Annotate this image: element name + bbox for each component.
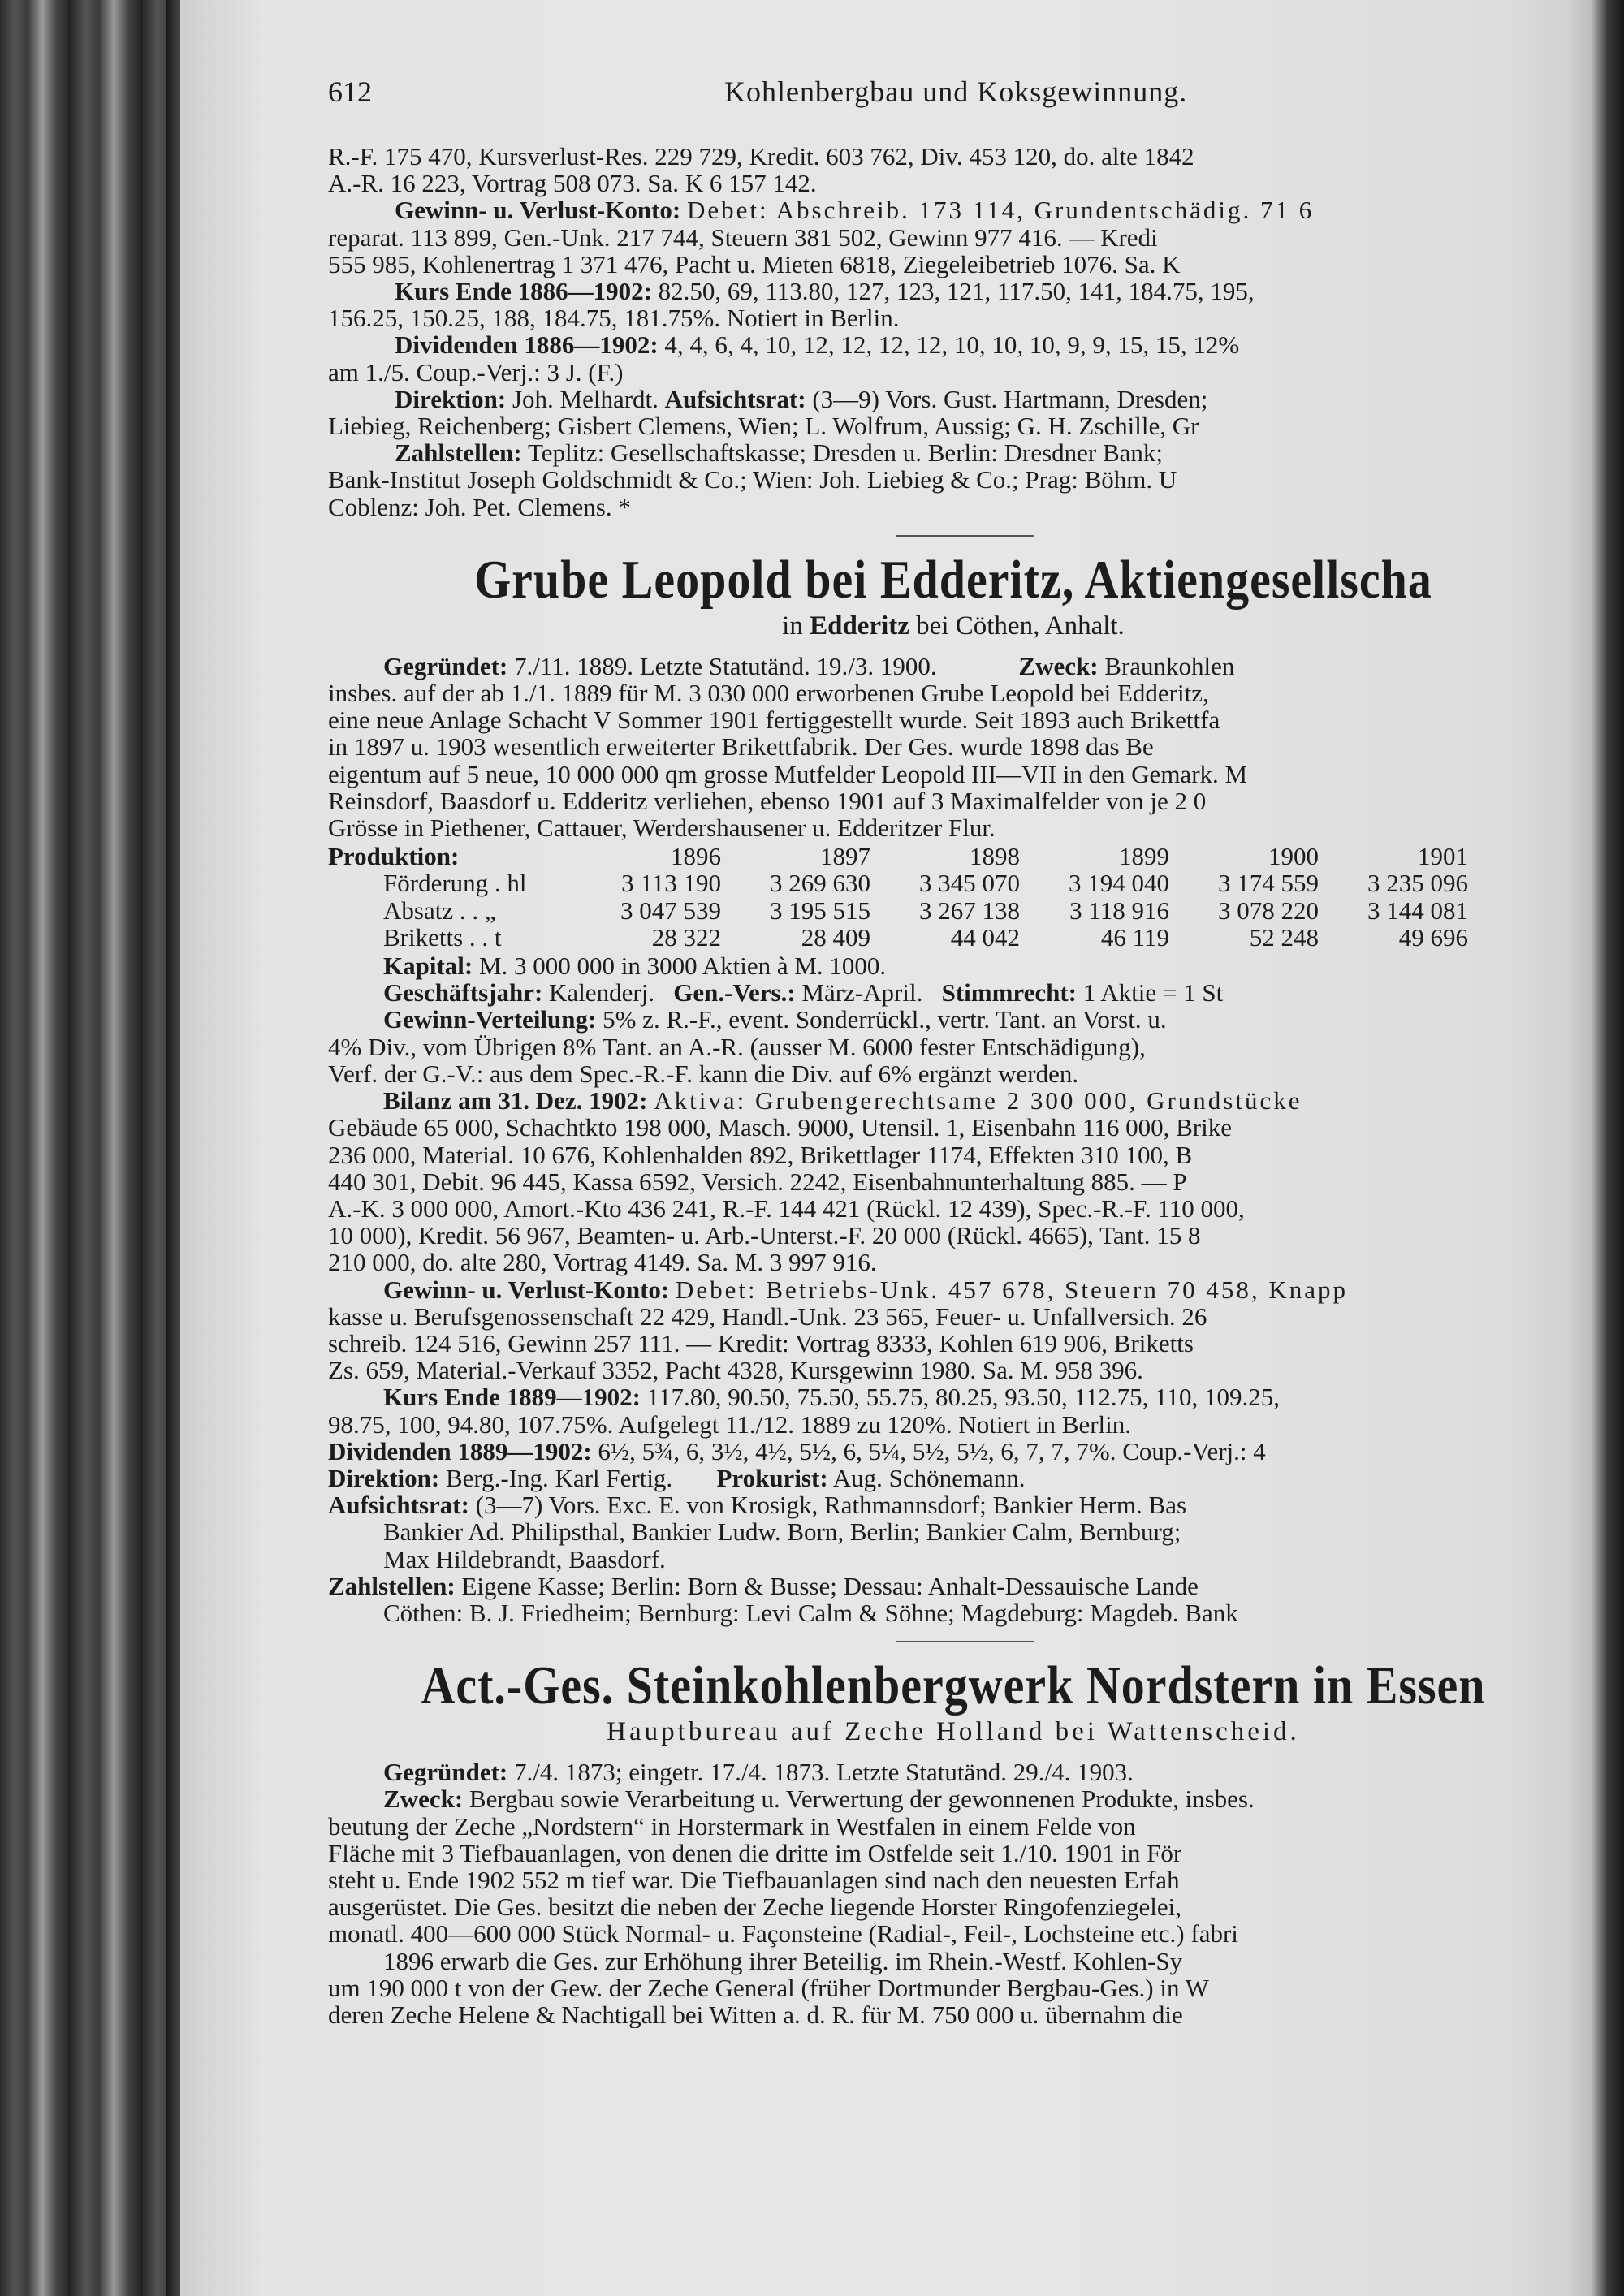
text: 5% z. R.-F., event. Sonderrückl., vertr. Tant. an Vorst. u.: [603, 1005, 1167, 1034]
label: Geschäftsjahr:: [383, 978, 543, 1008]
text-line: 4% Div., vom Übrigen 8% Tant. an A.-R. (ausser M. 6000 fester Entschädigung),: [328, 1032, 1146, 1061]
text-line: 10 000), Kredit. 56 967, Beamten- u. Arb.-Unterst.-F. 20 000 (Rückl. 4665), Tant. 15 8: [328, 1221, 1201, 1250]
table-cell: 3 113 190: [621, 869, 721, 898]
label: Kapital:: [383, 952, 473, 981]
table-cell: 3 118 916: [1069, 896, 1169, 925]
text: 7./4. 1873; eingetr. 17./4. 1873. Letzte Statutänd. 29./4. 1903.: [514, 1758, 1134, 1787]
text-line: reparat. 113 899, Gen.-Unk. 217 744, Steuern 381 502, Gewinn 977 416. — Kredi: [328, 222, 1158, 252]
text-line: Bankier Ad. Philipsthal, Bankier Ludw. Born, Berlin; Bankier Calm, Bernburg;: [383, 1517, 1181, 1547]
text: (3—7) Vors. Exc. E. von Krosigk, Rathmannsdorf; Bankier Herm. Bas: [475, 1491, 1187, 1520]
text-line: am 1./5. Coup.-Verj.: 3 J. (F.): [328, 357, 624, 386]
text-line: Bank-Institut Joseph Goldschmidt & Co.; Wien: Joh. Liebieg & Co.; Prag: Böhm. U: [328, 465, 1177, 494]
table-row: [328, 924, 1468, 951]
label: Bilanz am 31. Dez. 1902:: [383, 1086, 648, 1116]
text-line: Zs. 659, Material.-Verkauf 3352, Pacht 4328, Kursgewinn 1980. Sa. M. 958 396.: [328, 1356, 1143, 1385]
label: Produktion:: [328, 842, 460, 871]
company-subtitle: Hauptbureau auf Zeche Holland bei Wattenscheid.: [607, 1717, 1300, 1747]
label: Stimmrecht:: [941, 978, 1078, 1008]
year-header: 1900: [1268, 842, 1319, 871]
table-cell: 3 194 040: [1069, 869, 1169, 898]
text-line: 1896 erwarb die Ges. zur Erhöhung ihrer Beteilig. im Rhein.-Westf. Kohlen-Sy: [383, 1946, 1183, 1975]
text: Berg.-Ing. Karl Fertig.: [445, 1463, 673, 1492]
text-line: steht u. Ende 1902 552 m tief war. Die Tiefbauanlagen sind nach den neuesten Erfah: [328, 1865, 1180, 1894]
text: Braunkohlen: [1104, 651, 1235, 680]
text: Aktiva: Grubengerechtsame 2 300 000, Grundstücke: [654, 1086, 1302, 1116]
text-line: in 1897 u. 1903 wesentlich erweiterter Brikettfabrik. Der Ges. wurde 1898 das Be: [328, 732, 1154, 762]
text: Eigene Kasse; Berlin: Born & Busse; Dessau: Anhalt-Dessauische Lande: [461, 1571, 1199, 1600]
table-cell: 3 078 220: [1218, 896, 1319, 925]
text-line: beutung der Zeche „Nordstern“ in Horstermark in Westfalen in einem Felde von: [328, 1811, 1136, 1841]
text-line: Gebäude 65 000, Schachtkto 198 000, Masch. 9000, Utensil. 1, Eisenbahn 116 000, Brike: [328, 1113, 1232, 1142]
text: März-April.: [801, 978, 923, 1008]
table-cell: 3 047 539: [620, 896, 721, 925]
text-line: Teplitz: Gesellschaftskasse; Dresden u. Berlin: Dresdner Bank;: [527, 438, 1164, 468]
year-header: 1897: [820, 842, 870, 871]
text: (3—9) Vors. Gust. Hartmann, Dresden;: [812, 384, 1208, 413]
table-cell: 3 269 630: [770, 869, 870, 898]
separator-rule: [896, 535, 1034, 537]
year-header: 1898: [970, 842, 1020, 871]
text-line: Liebieg, Reichenberg; Gisbert Clemens, Wien; L. Wolfrum, Aussig; G. H. Zschille, Gr: [328, 412, 1199, 441]
label: Gewinn- u. Verlust-Konto:: [395, 196, 681, 225]
text-line: Debet: Abschreib. 173 114, Grundentschädig. 71 6: [686, 196, 1315, 225]
production-table: [328, 843, 1468, 951]
text-line: 555 985, Kohlenertrag 1 371 476, Pacht u. Mieten 6818, Ziegeleibetrieb 1076. Sa. K: [328, 249, 1181, 278]
text: Bergbau sowie Verarbeitung u. Verwertung der gewonnenen Produkte, insbes.: [469, 1785, 1255, 1814]
book-binding: [0, 0, 187, 2296]
text: Debet: Betriebs-Unk. 457 678, Steuern 70 458, Knapp: [675, 1275, 1348, 1304]
table-row: [328, 897, 1468, 924]
page-content: [328, 143, 1579, 2028]
table-cell: 46 119: [1100, 922, 1169, 952]
company-heading: Grube Leopold bei Edderitz, Aktiengesellscha: [474, 548, 1432, 610]
text-line: 82.50, 69, 113.80, 127, 123, 121, 117.50, 141, 184.75, 195,: [658, 277, 1255, 306]
table-cell: 3 267 138: [919, 896, 1020, 925]
text-line: Coblenz: Joh. Pet. Clemens. *: [328, 492, 631, 521]
subtitle-place: Edderitz: [810, 611, 909, 641]
year-header: 1896: [671, 842, 721, 871]
label: Dividenden 1886—1902:: [395, 330, 659, 360]
text: M. 3 000 000 in 3000 Aktien à M. 1000.: [478, 952, 887, 981]
text-line: eigentum auf 5 neue, 10 000 000 qm grosse Mutfelder Leopold III—VII in den Gemark. M: [328, 759, 1248, 788]
table-cell: 3 174 559: [1218, 869, 1319, 898]
text-line: 210 000, do. alte 280, Vortrag 4149. Sa. M. 3 997 916.: [328, 1248, 877, 1277]
text-line: insbes. auf der ab 1./1. 1889 für M. 3 030 000 erworbenen Grube Leopold bei Edderitz,: [328, 679, 1209, 708]
subtitle-post: bei Cöthen, Anhalt.: [916, 611, 1125, 641]
text-line: eine neue Anlage Schacht V Sommer 1901 fertiggestellt wurde. Seit 1893 auch Brikettfa: [328, 706, 1220, 735]
text-line: Cöthen: B. J. Friedheim; Bernburg: Levi Calm & Söhne; Magdeburg: Magdeb. Bank: [383, 1598, 1238, 1627]
text-line: 440 301, Debit. 96 445, Kassa 6592, Versich. 2242, Eisenbahnunterhaltung 885. — P: [328, 1167, 1187, 1196]
table-cell: 28 322: [651, 922, 721, 952]
text: Joh. Melhardt.: [512, 384, 659, 413]
row-label: Absatz . . „: [383, 896, 496, 925]
company-entry-grube-leopold: [328, 653, 1579, 1626]
text-line: A.-K. 3 000 000, Amort.-Kto 436 241, R.-F. 144 421 (Rückl. 12 439), Spec.-R.-F. 110 000,: [328, 1193, 1245, 1223]
text: 6½, 5¾, 6, 3½, 4½, 5½, 6, 5¼, 5½, 5½, 6, 7, 7, 7%. Coup.-Verj.: 4: [598, 1436, 1266, 1465]
table-cell: 44 042: [950, 922, 1020, 952]
text-line: Fläche mit 3 Tiefbauanlagen, von denen die dritte im Ostfelde seit 1./10. 1901 in För: [328, 1838, 1182, 1867]
label: Aufsichtsrat:: [664, 384, 806, 413]
table-header-row: [328, 843, 1468, 870]
section-continuation: [328, 143, 1579, 520]
text-line: deren Zeche Helene & Nachtigall bei Witten a. d. R. für M. 750 000 u. übernahm die: [328, 2000, 1183, 2029]
label: Gewinn-Verteilung:: [383, 1005, 597, 1034]
text: Aug. Schönemann.: [832, 1463, 1026, 1492]
text-line: A.-R. 16 223, Vortrag 508 073. Sa. K 6 157 142.: [328, 169, 817, 198]
label: Kurs Ende 1889—1902:: [383, 1383, 641, 1412]
text-line: 236 000, Material. 10 676, Kohlenhalden 892, Brikettlager 1174, Effekten 310 100, B: [328, 1140, 1193, 1169]
text-line: Max Hildebrandt, Baasdorf.: [383, 1544, 666, 1573]
label: Aufsichtsrat:: [328, 1491, 469, 1520]
year-header: 1899: [1119, 842, 1169, 871]
label: Prokurist:: [716, 1463, 828, 1492]
table-cell: 52 248: [1249, 922, 1319, 952]
text: 7./11. 1889. Letzte Statutänd. 19./3. 1900.: [514, 651, 937, 680]
label: Gen.-Vers.:: [673, 978, 796, 1008]
label: Zweck:: [383, 1785, 464, 1814]
text-line: 98.75, 100, 94.80, 107.75%. Aufgelegt 11./12. 1889 zu 120%. Notiert in Berlin.: [328, 1409, 1132, 1439]
year-header: 1901: [1418, 842, 1468, 871]
label: Gegründet:: [383, 1758, 508, 1787]
table-cell: 49 696: [1398, 922, 1468, 952]
row-label: Förderung . hl: [383, 869, 527, 898]
label: Zweck:: [1018, 651, 1099, 680]
label: Direktion:: [328, 1463, 440, 1492]
page-number: 612: [328, 76, 372, 108]
text-line: Verf. der G.-V.: aus dem Spec.-R.-F. kann die Div. auf 6% ergänzt werden.: [328, 1059, 1079, 1088]
text-line: ausgerüstet. Die Ges. besitzt die neben der Zeche liegende Horster Ringofenziegelei,: [328, 1892, 1182, 1922]
label: Zahlstellen:: [328, 1571, 456, 1600]
text-line: kasse u. Berufsgenossenschaft 22 429, Handl.-Unk. 23 565, Feuer- u. Unfallversich. 26: [328, 1301, 1207, 1331]
text-line: R.-F. 175 470, Kursverlust-Res. 229 729, Kredit. 603 762, Div. 453 120, do. alte 1842: [328, 143, 1194, 170]
text-line: um 190 000 t von der Gew. der Zeche General (früher Dortmunder Bergbau-Ges.) in W: [328, 1973, 1209, 2002]
table-row: [328, 870, 1468, 896]
label: Dividenden 1889—1902:: [328, 1436, 592, 1465]
text: 117.80, 90.50, 75.50, 55.75, 80.25, 93.50, 112.75, 110, 109.25,: [646, 1383, 1280, 1412]
label: Gewinn- u. Verlust-Konto:: [383, 1275, 670, 1304]
table-cell: 3 144 081: [1367, 896, 1468, 925]
subtitle-pre: in: [782, 611, 803, 641]
company-heading: Act.-Ges. Steinkohlenbergwerk Nordstern in Essen: [421, 1655, 1486, 1716]
table-cell: 3 195 515: [770, 896, 870, 925]
text-line: monatl. 400—600 000 Stück Normal- u. Façonsteine (Radial-, Feil-, Lochsteine etc.) fabri: [328, 1919, 1238, 1949]
label: Kurs Ende 1886—1902:: [395, 277, 652, 306]
text-line: 4, 4, 6, 4, 10, 12, 12, 12, 12, 10, 10, 10, 9, 9, 15, 15, 12%: [664, 330, 1240, 360]
text-line: Grösse in Piethener, Cattauer, Werdershausener u. Edderitzer Flur.: [328, 814, 996, 843]
running-title: Kohlenbergbau und Koksgewinnung.: [724, 76, 1188, 108]
text-line: schreib. 124 516, Gewinn 257 111. — Kredit: Vortrag 8333, Kohlen 619 906, Briketts: [328, 1328, 1194, 1357]
company-entry-nordstern: [328, 1759, 1579, 2028]
label: Direktion:: [395, 384, 507, 413]
label: Zahlstellen:: [395, 438, 522, 468]
label: Gegründet:: [383, 651, 508, 680]
table-cell: 3 345 070: [919, 869, 1020, 898]
text-line: Reinsdorf, Baasdorf u. Edderitz verliehen, ebenso 1901 auf 3 Maximalfelder von je 2 0: [328, 786, 1207, 815]
running-header: [328, 75, 1579, 123]
table-cell: 3 235 096: [1367, 869, 1468, 898]
row-label: Briketts . . t: [383, 922, 502, 952]
text: 1 Aktie = 1 St: [1082, 978, 1224, 1008]
table-cell: 28 409: [801, 922, 870, 952]
text-line: 156.25, 150.25, 188, 184.75, 181.75%. Notiert in Berlin.: [328, 304, 900, 333]
text: Kalenderj.: [549, 978, 655, 1008]
separator-rule: [896, 1641, 1034, 1642]
